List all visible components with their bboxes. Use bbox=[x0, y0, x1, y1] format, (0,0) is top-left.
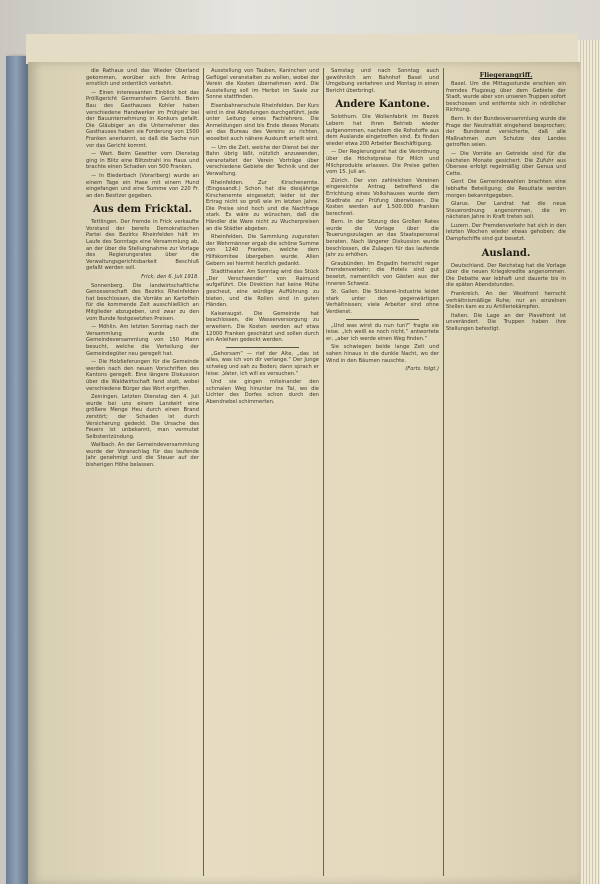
article-text: Bern. In der Sitzung des Großen Rates wurde die Vorlage über die Teuerungszulagen an das Staatspersonal beraten. Nach längerer Diskussion wurde beschlossen, die Zulagen für das laufende Jahr zu erhöhen. bbox=[326, 219, 439, 259]
article-text: Zeiningen. Letzten Dienstag den 4. Juli wurde bei uns einem Landwirt eine größere Menge Heu durch einen Brand zerstört; der Schaden ist durch Versicherung gedeckt. Die Ursache des Feuers ist unbekannt, man vermutet Selbstentzündung. bbox=[86, 394, 199, 440]
column-4 bbox=[446, 68, 566, 876]
article-heading: Fliegerangriff. bbox=[479, 71, 533, 79]
article-text: Eisenbahnerschule Rheinfelden. Der Kurs wird in drei Abteilungen durchgeführt, jede unter Leitung eines Fachlehrers. Die Anmeldungen sind bis Ende dieses Monats an das Bureau des Vereins zu richten, woselbst auch nähere Auskunft erteilt wird. bbox=[206, 102, 319, 142]
article-text: Graubünden. Im Engadin herrscht reger Fremdenverkehr; die Hotels sind gut besetzt, namentlich von Gästen aus der inneren Schweiz. bbox=[326, 260, 439, 287]
article-text: Luzern. Der Fremdenverkehr hat sich in den letzten Wochen wieder etwas gehoben; die Dampfschiffe sind gut besetzt. bbox=[446, 222, 566, 243]
section-heading: Aus dem Fricktal. bbox=[93, 204, 192, 216]
separator-line bbox=[346, 319, 419, 320]
book-binding bbox=[6, 56, 28, 884]
article-text: Stadttheater. Am Sonntag wird das Stück „Der Verschwender“ von Raimund aufgeführt. Die Direktion hat keine Mühe gescheut, eine würdige Aufführung zu bieten, und die Rollen sind in guten Händen. bbox=[206, 269, 319, 309]
column-rule bbox=[323, 68, 324, 876]
column-1 bbox=[86, 68, 199, 876]
article-text: Glarus. Der Landrat hat die neue Steuerordnung angenommen, die im nächsten Jahre in Kraft treten soll. bbox=[446, 201, 566, 221]
article-text: — Möhlin. Am letzten Sonntag nach der Versammlung wurde die Gemeindeversammlung von 150 Mann besucht, welche die Verteilung der Gemeindegüter neu geregelt hat. bbox=[86, 324, 199, 357]
column-rule bbox=[203, 68, 204, 876]
column-3 bbox=[326, 68, 439, 876]
article-text: Basel. Um die Mittagsstunde erschien ein fremdes Flugzeug über dem Gebiete der Stadt, wurde aber von unseren Truppen sofort beschossen und entfernte sich in nördlicher Richtung. bbox=[446, 81, 566, 114]
article-text: Frankreich. An der Westfront herrscht verhältnismäßige Ruhe; nur an einzelnen Stellen kam es zu Artilleriekämpfen. bbox=[446, 291, 566, 311]
article-text: — In Biederbach (Vorarlberg) wurde an einem Tage ein Hase mit einem Hund eingefangen und eine Summe von 220 Fr. an den Besitzer gegeben. bbox=[86, 172, 199, 199]
article-text: Genf. Die Gemeindewahlen brachten eine lebhafte Beteiligung; die Resultate werden morgen bekanntgegeben. bbox=[446, 179, 566, 199]
article-text: — Die Vorräte an Getreide sind für die nächsten Monate gesichert. Die Zufuhr aus Übersee erfolgt regelmäßig über Genua und Cette. bbox=[446, 150, 566, 177]
article-text: — Einen interessanten Einblick bot das Prölßgericht Germersheim Gericht. Beim Bau des Gasthauses Kohler haben verschiedene Handwerker im Frühjahr bei der Bauunternehmung in Konkurs gefallt. Die Gläubiger an die Unternehmer des Gasthauses haben sie Forderung von 1500 Franken anerkannt, so daß die Sache nun vor das Gericht kommt. bbox=[86, 89, 199, 149]
section-heading: Ausland. bbox=[481, 247, 531, 259]
article-text: Deutschland. Der Reichstag hat die Vorlage über die neuen Kriegskredite angenommen. Die Debatte war lebhaft und dauerte bis in die späten Abendstunden. bbox=[446, 262, 566, 289]
article-text: Tettlingen. Der fremde in Frick verkaufte Vorstand der bereits Demokratischen Partei des Bezirks Rheinfelden hält im Laufe des Sonntags eine Versammlung ab, an der über die Stellungnahme zur Vorlage des Regierungsrates über die Verwaltungsgerichtsbarkeit Beschluß gefaßt werden soll. bbox=[86, 219, 199, 272]
article-text: Rheinfelden. Zur Kirschenernte. (Eingesandt.) Schon hat die diesjährige Kirschenernte eingesetzt; leider ist der Ertrag nicht so groß wie im letzten Jahre. Die Preise sind hoch und die Nachfrage stark. Es wäre zu wünschen, daß die Händler die Ware nicht zu Wucherpreisen an die Städter abgeben. bbox=[206, 179, 319, 232]
separator-line bbox=[226, 347, 299, 348]
newspaper-page bbox=[28, 62, 580, 884]
article-text: — Wart. Beim Gewitter vom Dienstag ging in Blitz eine Blitzstrahl ins Haus und brachte einen Schaden von 500 Franken. bbox=[86, 151, 199, 171]
article-text: Rheinfelden. Die Sammlung zugunsten der Wehrmänner ergab die schöne Summe von 1240 Franken, welche dem Hilfskomitee übergeben wurde. Allen Gebern sei hiermit herzlich gedankt. bbox=[206, 234, 319, 267]
article-text: die Rathaus und das Wieder Oberland gekommen, worüber sich Ihre Antrag ernstlich und ordentlich verkehrt. bbox=[86, 68, 199, 88]
article-text: Samstag und nach Sonntag auch gewöhnlich am Bahnhof Basel und Umgebung verkehren und Montag in einen Bericht überbringt. bbox=[326, 68, 439, 94]
article-text: — Der Regierungsrat hat die Verordnung über die Höchstpreise für Milch und Milchprodukte erlassen. Die Preise gelten vom 15. Juli an. bbox=[326, 149, 439, 176]
article-text: Zürich. Der von zahlreichen Vereinen eingereichte Antrag betreffend die Errichtung eines Volkshauses wurde dem Stadtrate zur Prüfung überwiesen. Die Kosten werden auf 1.500.000 Franken berechnet. bbox=[326, 177, 439, 217]
column-rule bbox=[443, 68, 444, 876]
feuilleton-text: Und sie gingen miteinander den schmalen Weg hinunter ins Tal, wo die Lichter des Dorfes schon durch den Abendnebel schimmerten. bbox=[206, 379, 319, 405]
article-text: Kaiseraugst. Die Gemeinde hat beschlossen, die Wasserversorgung zu erweitern. Die Kosten werden auf etwa 12000 Franken geschätzt und sollen durch ein Anleihen gedeckt werden. bbox=[206, 310, 319, 344]
article-text: Ausstellung von Tauben, Kaninchen und Geflügel veranstalten zu wollen, wobei der Verein die Kosten übernehmen wird. Die Ausstellung soll im Herbst im Saale zur Sonne stattfinden. bbox=[206, 68, 319, 101]
article-text: Italien. Die Lage an der Piavefront ist unverändert. Die Truppen haben ihre Stellungen befestigt. bbox=[446, 312, 566, 332]
continuation-note: (Forts. folgt.) bbox=[405, 366, 439, 373]
top-page-edge bbox=[26, 34, 578, 64]
column-2 bbox=[206, 68, 319, 876]
article-text: — Um die Zeit, welche der Dienst bei der Bahn übrig läßt, nützlich anzuwenden, veranstaltet der Verein Vorträge über verschiedene Gebiete der Technik und der Verwaltung. bbox=[206, 144, 319, 177]
feuilleton-text: Sie schwiegen beide lange Zeit und sahen hinaus in die dunkle Nacht, wo der Wind in den Bäumen rauschte. bbox=[326, 344, 439, 364]
article-text: Wallbach. An der Gemeindeversammlung wurde der Voranschlag für das laufende Jahr genehmigt und die Steuer auf der bisherigen Höhe belassen. bbox=[86, 442, 199, 469]
page-stack-edge bbox=[578, 40, 600, 884]
article-text: St. Gallen. Die Stickerei-Industrie leidet stark unter den gegenwärtigen Verhältnissen; viele Arbeiter sind ohne Verdienst. bbox=[326, 289, 439, 315]
feuilleton-text: „Und was wirst du nun tun?“ fragte sie leise. „Ich weiß es noch nicht,“ antwortete er, „aber ich werde einen Weg finden.“ bbox=[326, 322, 439, 342]
feuilleton-text: „Gehorsam“ — rief der Alte, „das ist alles, was ich von dir verlange.“ Der Junge schwieg und sah zu Boden; dann sprach er leise: „Vater, ich will es versuchen.“ bbox=[206, 350, 319, 377]
section-heading: Andere Kantone. bbox=[335, 99, 430, 111]
article-text: Solothurn. Die Wollenfabrik im Bezirk Lebern hat ihren Betrieb wieder aufgenommen, nachdem die Rohstoffe aus dem Auslande eingetroffen sind. Es finden wieder etwa 200 Arbeiter Beschäftigung. bbox=[326, 114, 439, 147]
dateline: Frick, den 6. Juli 1918. bbox=[141, 274, 199, 281]
article-text: Bern. In der Bundesversammlung wurde die Frage der Neutralität eingehend besprochen; der Bundesrat versicherte, daß alle Maßnahmen zum Schutze des Landes getroffen seien. bbox=[446, 115, 566, 149]
article-text: Sonnenberg. Die landwirtschaftliche Genossenschaft des Bezirks Rheinfelden hat beschlossen, die Vorräte an Kartoffeln für die kommende Zeit ausschließlich an Mitglieder abzugeben, und zwar zu den vom Bunde festgesetzten Preisen. bbox=[86, 282, 199, 322]
article-text: — Die Holzlieferungen für die Gemeinde werden nach den neuen Vorschriften des Kantons geregelt. Eine längere Diskussion über die Waldwirtschaft fand statt, wobei verschiedene Bürger das Wort ergriffen. bbox=[86, 359, 199, 392]
